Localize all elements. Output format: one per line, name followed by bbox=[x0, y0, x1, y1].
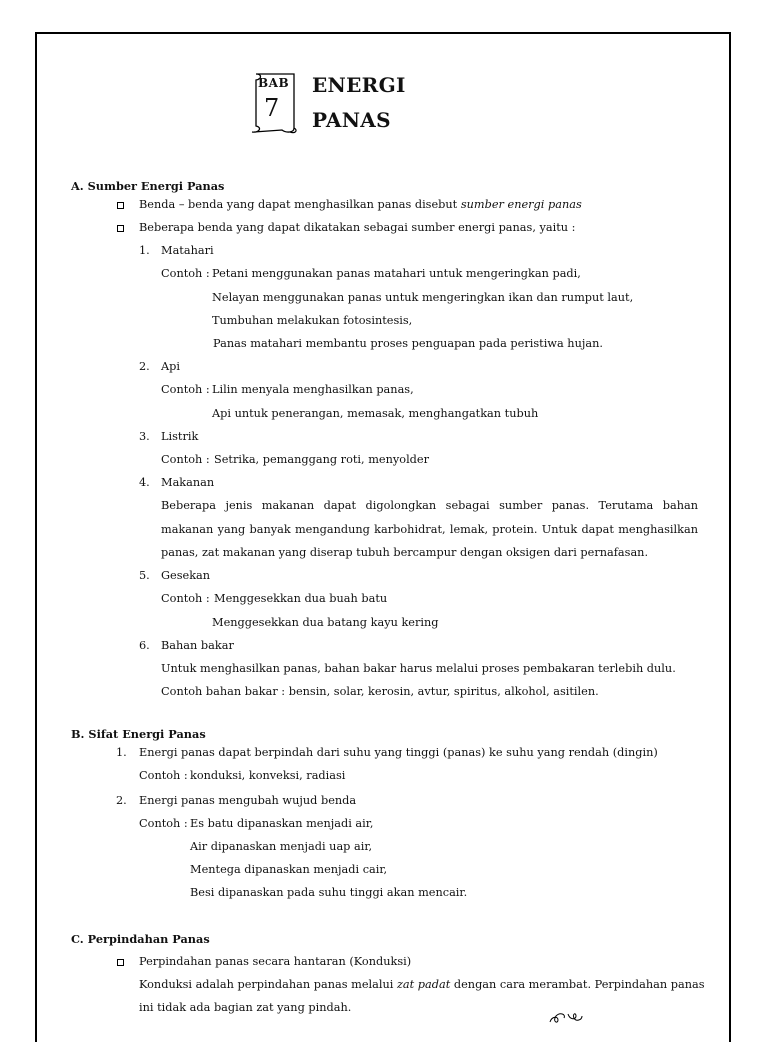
chapter-title-line1: ENERGI bbox=[312, 73, 406, 97]
list-number: 2. bbox=[116, 794, 127, 807]
list-number: 6. bbox=[139, 639, 150, 652]
contoh-label: Contoh : bbox=[139, 769, 188, 782]
list-number: 2. bbox=[139, 360, 150, 373]
chapter-number: 7 bbox=[264, 94, 280, 122]
list-number: 1. bbox=[139, 244, 150, 257]
example-line: Besi dipanaskan pada suhu tinggi akan mencair. bbox=[190, 886, 468, 899]
bullet-square-icon bbox=[117, 225, 124, 232]
example-line: Tumbuhan melakukan fotosintesis, bbox=[212, 314, 413, 327]
example-line: Menggesekkan dua batang kayu kering bbox=[212, 616, 439, 629]
example-line: konduksi, konveksi, radiasi bbox=[190, 769, 346, 782]
bullet-square-icon bbox=[117, 959, 124, 966]
contoh-label: Contoh : bbox=[161, 453, 210, 466]
example-line: Es batu dipanaskan menjadi air, bbox=[190, 817, 374, 830]
bahan-bakar-line: Untuk menghasilkan panas, bahan bakar harus melalui proses pembakaran terlebih dulu. bbox=[161, 662, 676, 675]
list-item-title: Gesekan bbox=[161, 569, 211, 582]
makanan-paragraph: Beberapa jenis makanan dapat digolongkan sebagai sumber panas. Terutama bahan makanan yang banyak mengandung karbohidrat, lemak, protein. Untuk dapat menghasilkan panas, zat makanan yang diserap tubuh bercampur dengan oksigen dari pernafasan. bbox=[161, 499, 698, 559]
list-number: 5. bbox=[139, 569, 150, 582]
section-a-bullet-2: Beberapa benda yang dapat dikatakan sebagai sumber energi panas, yaitu : bbox=[139, 221, 576, 234]
section-c-heading: C. Perpindahan Panas bbox=[71, 932, 210, 946]
konduksi-paragraph-line2: ini tidak ada bagian zat yang pindah. bbox=[139, 1001, 352, 1014]
list-number: 1. bbox=[116, 746, 127, 759]
list-number: 4. bbox=[139, 476, 150, 489]
list-item-title: Api bbox=[161, 360, 181, 373]
konduksi-paragraph-line1: Konduksi adalah perpindahan panas melalui zat padat dengan cara merambat. Perpindahan panas bbox=[139, 978, 705, 991]
example-line: Setrika, pemanggang roti, menyolder bbox=[214, 453, 429, 466]
section-b-heading: B. Sifat Energi Panas bbox=[71, 727, 206, 741]
section-a-heading: A. Sumber Energi Panas bbox=[71, 179, 225, 193]
example-line: Nelayan menggunakan panas untuk mengeringkan ikan dan rumput laut, bbox=[212, 291, 634, 304]
list-item-title: Matahari bbox=[161, 244, 214, 257]
decorative-ornament-icon bbox=[546, 1010, 586, 1024]
example-line: Panas matahari membantu proses penguapan pada peristiwa hujan. bbox=[213, 337, 603, 350]
section-c-bullet-1: Perpindahan panas secara hantaran (Konduksi) bbox=[139, 955, 412, 968]
example-line: Lilin menyala menghasilkan panas, bbox=[212, 383, 414, 396]
sifat-item-text: Energi panas mengubah wujud benda bbox=[139, 794, 357, 807]
example-line: Mentega dipanaskan menjadi cair, bbox=[190, 863, 388, 876]
list-item-title: Makanan bbox=[161, 476, 215, 489]
section-a-bullet-1: Benda – benda yang dapat menghasilkan panas disebut sumber energi panas bbox=[139, 198, 582, 211]
contoh-label: Contoh : bbox=[161, 592, 210, 605]
example-line: Menggesekkan dua buah batu bbox=[214, 592, 388, 605]
chapter-label: BAB bbox=[258, 76, 290, 90]
example-line: Api untuk penerangan, memasak, menghangatkan tubuh bbox=[212, 407, 539, 420]
example-line: Air dipanaskan menjadi uap air, bbox=[190, 840, 373, 853]
list-item-title: Listrik bbox=[161, 430, 199, 443]
list-number: 3. bbox=[139, 430, 150, 443]
contoh-label: Contoh : bbox=[161, 267, 210, 280]
bullet-square-icon bbox=[117, 202, 124, 209]
chapter-title-line2: PANAS bbox=[312, 108, 391, 132]
list-item-title: Bahan bakar bbox=[161, 639, 234, 652]
contoh-label: Contoh : bbox=[161, 383, 210, 396]
contoh-label: Contoh : bbox=[139, 817, 188, 830]
sifat-item-text: Energi panas dapat berpindah dari suhu yang tinggi (panas) ke suhu yang rendah (dingin) bbox=[139, 746, 658, 759]
bahan-bakar-line: Contoh bahan bakar : bensin, solar, kerosin, avtur, spiritus, alkohol, asitilen. bbox=[161, 685, 599, 698]
example-line: Petani menggunakan panas matahari untuk mengeringkan padi, bbox=[212, 267, 581, 280]
